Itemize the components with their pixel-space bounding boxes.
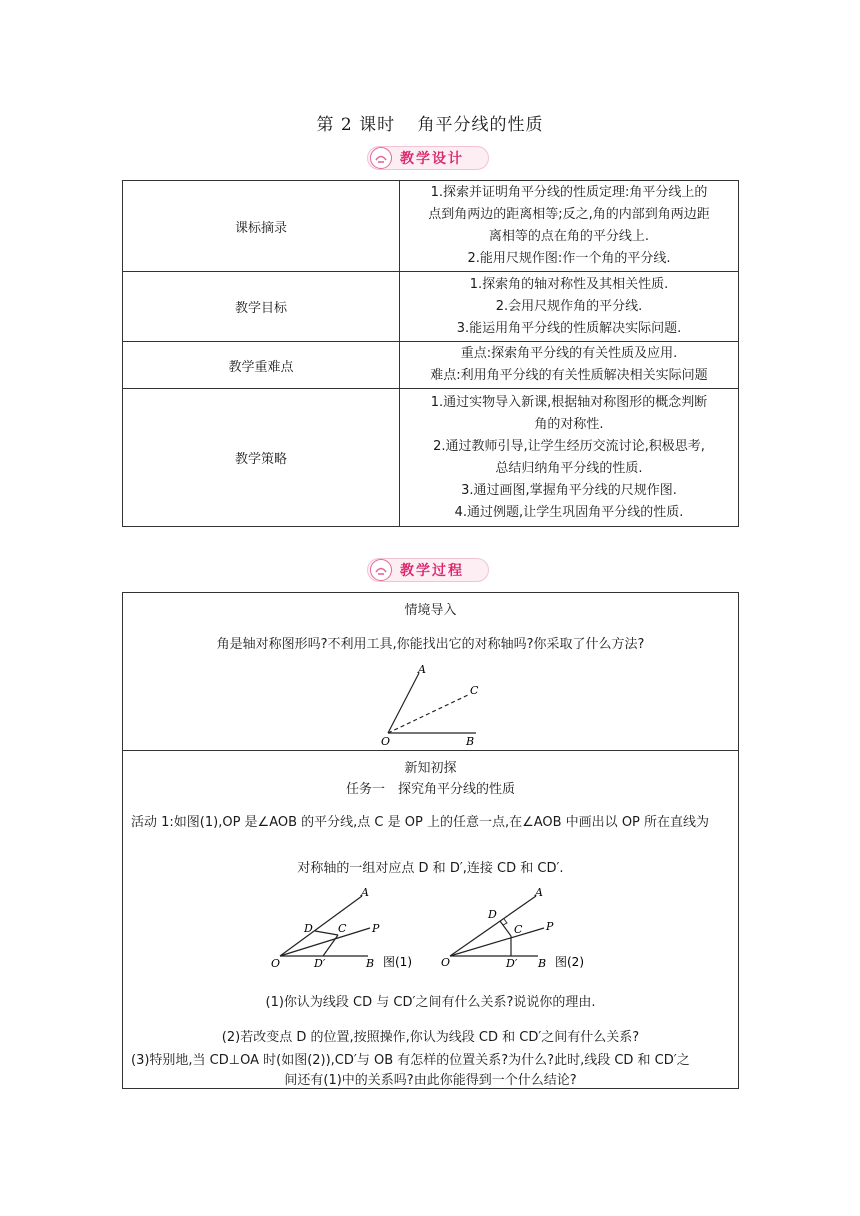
badge-logo-icon xyxy=(370,147,392,169)
activity-line-1: 活动 1:如图(1),OP 是∠AOB 的平分线,点 C 是 OP 上的任意一点,在∠AOB 中画出以 OP 所在直线为 xyxy=(131,815,710,830)
row-label: 教学重难点 xyxy=(123,342,400,389)
table-row xyxy=(123,342,739,389)
right-angle-mark xyxy=(503,919,507,925)
segment-cd xyxy=(315,931,338,935)
content-line: 4.通过例题,让学生巩固角平分线的性质. xyxy=(454,504,684,520)
label-o: O xyxy=(271,957,281,970)
content-line: 3.通过画图,掌握角平分线的尺规作图. xyxy=(461,482,677,498)
table-row xyxy=(123,389,739,527)
process-badge xyxy=(367,558,489,582)
badge-logo-icon xyxy=(370,559,392,581)
label-o: O xyxy=(381,735,391,745)
figure-1-caption: 图(1) xyxy=(383,955,412,969)
design-badge xyxy=(367,146,489,170)
process-badge-label: 教学过程 xyxy=(400,563,464,579)
question-1: (1)你认为线段 CD 与 CD′之间有什么关系?说说你的理由. xyxy=(265,995,596,1010)
label-c: C xyxy=(470,684,479,697)
content-line: 1.探索角的轴对称性及其相关性质. xyxy=(469,276,669,292)
process-box xyxy=(122,592,739,1089)
question-3-line-1: (3)特别地,当 CD⊥OA 时(如图(2)),CD′与 OB 有怎样的位置关系?为什么?此时,线段 CD 和 CD′之 xyxy=(131,1053,690,1068)
row-content xyxy=(400,342,739,389)
activity-line-2: 对称轴的一组对应点 D 和 D′,连接 CD 和 CD′. xyxy=(297,861,564,876)
ray-oc-dashed xyxy=(388,695,468,733)
figure-1 xyxy=(268,888,428,970)
question-2: (2)若改变点 D 的位置,按照操作,你认为线段 CD 和 CD′之间有什么关系? xyxy=(221,1030,640,1045)
intro-question: 角是轴对称图形吗?不利用工具,你能找出它的对称轴吗?你采取了什么方法? xyxy=(216,637,645,652)
row-content xyxy=(400,181,739,272)
label-d: D xyxy=(304,922,313,935)
row-content xyxy=(400,389,739,527)
label-b: B xyxy=(538,957,547,970)
label-a: A xyxy=(535,888,543,899)
question-3-line-2: 间还有(1)中的关系吗?由此你能得到一个什么结论? xyxy=(284,1073,577,1088)
content-line: 角的对称性. xyxy=(534,416,604,432)
content-line: 2.通过教师引导,让学生经历交流讨论,积极思考, xyxy=(433,438,705,454)
label-b: B xyxy=(466,735,475,745)
label-c: C xyxy=(338,922,347,935)
lesson-number: 第 2 课时 xyxy=(316,115,396,135)
content-line: 点到角两边的距离相等;反之,角的内部到角两边距 xyxy=(428,207,710,222)
content-line: 2.能用尺规作图:作一个角的平分线. xyxy=(467,251,671,266)
label-d-prime: D′ xyxy=(506,957,518,970)
ray-oa xyxy=(280,896,362,956)
segment-cd-prime xyxy=(323,935,338,956)
content-line: 重点:探索角平分线的有关性质及应用. xyxy=(460,346,678,361)
label-b: B xyxy=(366,957,375,970)
content-line: 难点:利用角平分线的有关性质解决相关实际问题 xyxy=(430,368,708,383)
label-a: A xyxy=(361,888,369,899)
table-row xyxy=(123,272,739,342)
content-line: 1.探索并证明角平分线的性质定理:角平分线上的 xyxy=(430,185,708,200)
content-line: 2.会用尺规作角的平分线. xyxy=(495,298,643,314)
table-row xyxy=(123,181,739,272)
row-label: 教学策略 xyxy=(123,389,400,527)
content-line: 总结归纳角平分线的性质. xyxy=(495,460,643,476)
ray-op xyxy=(450,928,544,956)
label-o: O xyxy=(441,956,451,969)
lesson-title xyxy=(0,110,860,135)
label-c: C xyxy=(514,923,523,936)
content-line: 3.能运用角平分线的性质解决实际问题. xyxy=(456,320,682,336)
label-d-prime: D′ xyxy=(314,957,326,970)
label-d: D xyxy=(488,908,497,921)
figure-2-caption: 图(2) xyxy=(555,955,584,969)
row-content xyxy=(400,272,739,342)
label-p: P xyxy=(546,920,554,933)
figure-2 xyxy=(438,888,598,970)
content-line: 1.通过实物导入新课,根据轴对称图形的概念判断 xyxy=(430,394,708,410)
ray-oa xyxy=(388,673,419,733)
label-p: P xyxy=(372,922,380,935)
row-label: 教学目标 xyxy=(123,272,400,342)
design-badge-label: 教学设计 xyxy=(400,151,464,167)
row-label: 课标摘录 xyxy=(123,181,400,272)
intro-heading: 情境导入 xyxy=(404,603,457,618)
lesson-topic: 角平分线的性质 xyxy=(417,115,544,135)
section-divider xyxy=(123,750,738,751)
label-a: A xyxy=(418,665,426,676)
new-heading: 新知初探 xyxy=(404,761,457,776)
angle-figure xyxy=(378,665,488,745)
ray-oa xyxy=(450,896,536,956)
design-table xyxy=(122,180,739,527)
content-line: 离相等的点在角的平分线上. xyxy=(488,229,650,244)
task-heading: 任务一 探究角平分线的性质 xyxy=(345,782,515,797)
